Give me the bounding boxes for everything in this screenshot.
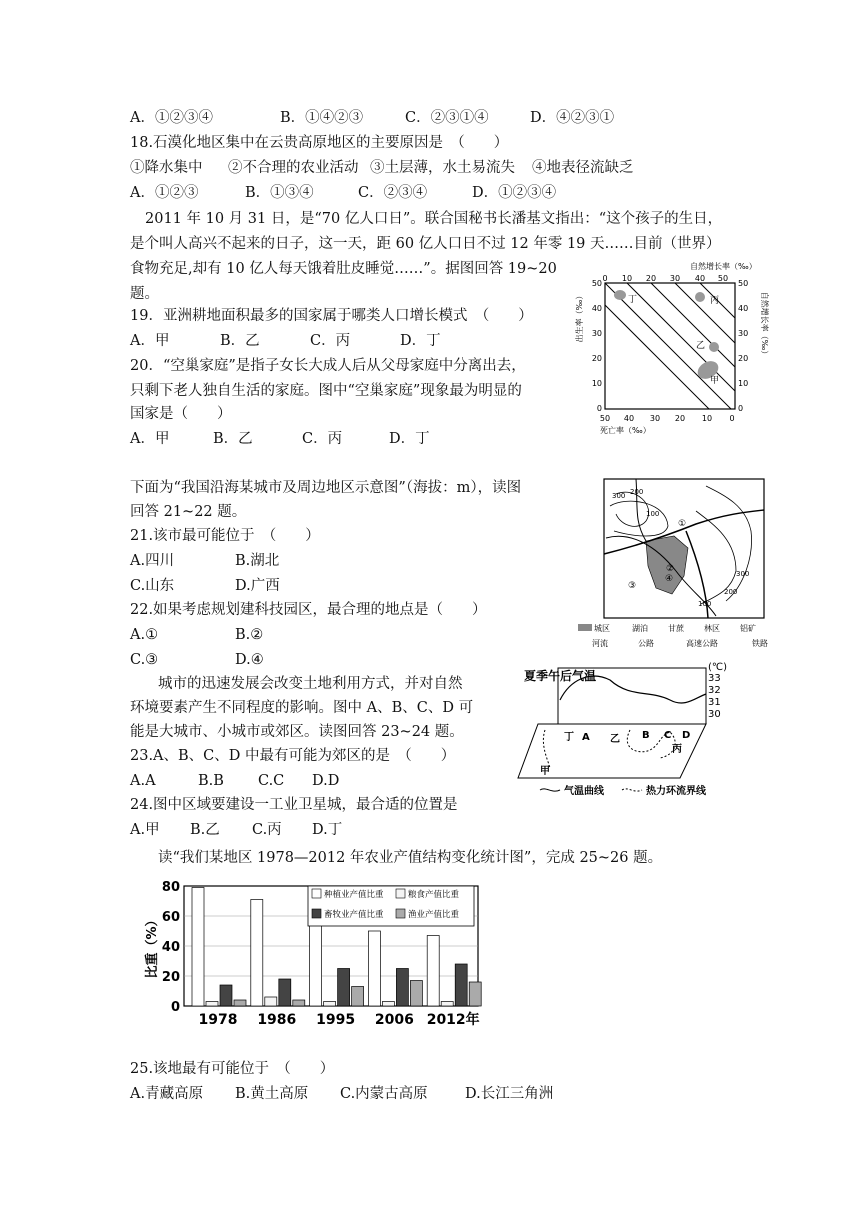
summer-temperature-chart	[510, 660, 740, 800]
q20-line1: 20．“空巢家庭”是指子女长大成人后从父母家庭中分离出去，	[130, 358, 526, 374]
q17-option-b: B．①④②③	[280, 110, 364, 126]
legend-label-2: 粮食产值比重	[408, 890, 460, 900]
svg-text:公路: 公路	[638, 639, 654, 648]
q20-line2: 只剩下老人独自生活的家庭。图中“空巢家庭”现象最为明显的	[130, 383, 522, 399]
bar-1-3	[310, 919, 322, 1006]
pop-top-label: 自然增长率（‰）	[690, 262, 757, 271]
svg-text:100: 100	[646, 510, 660, 518]
q22-option-d: D.④	[235, 652, 264, 668]
intro23-line1: 城市的迅速发展会改变土地利用方式，并对自然	[158, 676, 463, 692]
pop-left-label: 出生率（‰）	[575, 291, 584, 343]
q23-option-c: C.C	[258, 773, 285, 789]
chart-y-tick: 80	[161, 880, 180, 895]
legend-swatch-4	[396, 909, 405, 918]
svg-text:气温曲线: 气温曲线	[564, 786, 604, 797]
q22-option-b: B.②	[235, 627, 264, 643]
svg-text:300: 300	[736, 570, 750, 578]
svg-text:丁: 丁	[564, 732, 574, 743]
temp-points	[540, 730, 690, 777]
q19-option-b: B．乙	[220, 333, 260, 349]
chart-x-tick: 2012年	[426, 1012, 480, 1028]
svg-text:10: 10	[591, 379, 602, 388]
q21-option-b: B.湖北	[235, 553, 280, 569]
intro25-line1: 读“我们某地区 1978—2012 年农业产值结构变化统计图”，完成 25~26 题。	[158, 850, 663, 866]
svg-text:D: D	[682, 730, 691, 741]
svg-text:200: 200	[724, 588, 738, 596]
chart-x-tick: 1986	[257, 1012, 297, 1028]
legend-label-3: 畜牧业产值比重	[324, 910, 384, 920]
q20-line3: 国家是（ ）	[130, 406, 232, 422]
q18-reason-4: ④地表径流缺乏	[532, 160, 634, 176]
svg-text:河流: 河流	[592, 639, 608, 648]
intro23-line2: 环境要素产生不同程度的影响。图中 A、B、C、D 可	[130, 700, 474, 716]
q17-option-a: A．①②③④	[130, 110, 213, 126]
q24-stem: 24.图中区域要建设一工业卫星城，最合适的位置是	[130, 797, 458, 813]
svg-text:40: 40	[738, 304, 749, 313]
svg-text:50: 50	[717, 274, 729, 283]
svg-text:甲: 甲	[540, 766, 550, 777]
svg-text:50: 50	[738, 279, 749, 288]
bar-2-1	[206, 1002, 218, 1007]
bar-4-2	[293, 1000, 305, 1006]
pop-right-label: 自然增长率（‰）	[760, 291, 769, 359]
q23-option-a: A.A	[130, 773, 156, 789]
svg-text:200: 200	[630, 488, 644, 496]
q25-option-c: C.内蒙古高原	[340, 1086, 428, 1102]
q19-option-a: A．甲	[130, 333, 170, 349]
q18-option-a: A．①②③	[130, 185, 199, 201]
svg-text:300: 300	[612, 492, 626, 500]
q21-option-d: D.广西	[235, 578, 280, 594]
bar-4-4	[410, 981, 422, 1007]
svg-text:0: 0	[729, 414, 735, 423]
legend-swatch-1	[312, 889, 321, 898]
q19-option-c: C．丙	[310, 333, 351, 349]
svg-text:0: 0	[596, 404, 602, 413]
legend-label-4: 渔业产值比重	[408, 910, 460, 920]
bar-1-4	[368, 931, 380, 1006]
svg-text:50: 50	[591, 279, 602, 288]
q18-reason-1: ①降水集中	[130, 160, 203, 176]
svg-text:40: 40	[694, 274, 706, 283]
chart-y-tick: 40	[161, 940, 180, 955]
q24-option-a: A.甲	[130, 822, 160, 838]
pop-label-jia: 甲	[710, 376, 720, 386]
pop-bottom-ticks	[600, 414, 735, 423]
bar-3-1	[220, 985, 232, 1006]
svg-text:③: ③	[628, 581, 637, 591]
intro19-line3: 食物充足,却有 10 亿人每天饿着肚皮睡觉……”。据图回答 19~20	[130, 261, 557, 277]
agricultural-output-chart	[140, 876, 490, 1036]
svg-text:②: ②	[666, 564, 675, 574]
intro19-line4: 题。	[130, 286, 159, 302]
pop-blob-bing	[695, 292, 705, 302]
chart-x-tick: 1978	[198, 1012, 238, 1028]
svg-text:湖泊: 湖泊	[632, 624, 648, 633]
svg-text:0: 0	[602, 274, 608, 283]
population-growth-chart	[570, 255, 770, 445]
q18-stem: 18.石漠化地区集中在云贵高原地区的主要原因是 （ ）	[130, 135, 509, 151]
bar-2-5	[441, 1002, 453, 1007]
map-legend	[578, 623, 768, 648]
svg-text:30: 30	[669, 274, 681, 283]
q20-option-d: D．丁	[389, 431, 430, 447]
chart-x-tick: 1995	[316, 1012, 356, 1028]
intro19-line2: 是个叫人高兴不起来的日子，这一天，距 60 亿人口日不过 12 年零 19 天……目前（世界）	[130, 236, 721, 252]
q25-stem: 25.该地最有可能位于 （ ）	[130, 1061, 335, 1077]
temp-ylabel	[524, 668, 596, 683]
svg-text:0: 0	[738, 404, 744, 413]
legend-label-1: 种植业产值比重	[324, 890, 384, 900]
pop-right-ticks	[738, 279, 748, 413]
q23-stem: 23.A、B、C、D 中最有可能为郊区的是 （ ）	[130, 748, 456, 764]
svg-text:甘蔗: 甘蔗	[668, 624, 684, 633]
svg-text:50: 50	[599, 414, 611, 423]
pop-blob-yi	[709, 342, 719, 352]
svg-text:热力环流界线: 热力环流界线	[646, 786, 706, 797]
svg-text:铝矿: 铝矿	[740, 624, 756, 633]
q21-option-a: A.四川	[130, 553, 175, 569]
chart-y-tick: 0	[170, 1000, 180, 1015]
q17-option-c: C．②③①④	[405, 110, 489, 126]
svg-text:10: 10	[738, 379, 749, 388]
svg-text:30: 30	[649, 414, 661, 423]
bar-3-4	[396, 969, 408, 1007]
svg-text:20: 20	[645, 274, 657, 283]
svg-text:铁路: 铁路	[752, 639, 768, 648]
intro21-line1: 下面为“我国沿海某城市及周边地区示意图”（海拔：m），读图	[130, 480, 522, 496]
svg-text:20: 20	[591, 354, 602, 363]
svg-text:A: A	[582, 732, 590, 743]
pop-blob-ding	[614, 290, 626, 300]
svg-text:高速公路: 高速公路	[686, 639, 718, 648]
chart-x-tick: 2006	[374, 1012, 414, 1028]
q18-option-b: B．①③④	[245, 185, 314, 201]
legend-swatch-3	[312, 909, 321, 918]
intro21-line2: 回答 21~22 题。	[130, 504, 247, 520]
q25-option-b: B.黄土高原	[235, 1086, 309, 1102]
pop-label-yi: 乙	[696, 341, 706, 351]
bar-1-5	[427, 936, 439, 1007]
q24-option-d: D.丁	[312, 822, 343, 838]
chart-y-tick: 20	[161, 970, 180, 985]
temp-unit: (℃)	[708, 662, 728, 673]
svg-text:100: 100	[698, 600, 712, 608]
q25-option-a: A.青藏高原	[130, 1086, 204, 1102]
q23-option-d: D.D	[312, 773, 340, 789]
svg-text:④: ④	[665, 574, 674, 584]
svg-text:20: 20	[738, 354, 749, 363]
chart-y-label: 比重（%）	[145, 913, 160, 979]
legend-swatch-2	[396, 889, 405, 898]
bar-3-5	[455, 964, 467, 1006]
q20-option-a: A．甲	[130, 431, 170, 447]
chart-y-tick: 60	[161, 910, 180, 925]
q18-reason-3: ③土层薄，水土易流失	[370, 160, 515, 176]
pop-top-ticks	[602, 274, 728, 283]
q23-option-b: B.B	[198, 773, 224, 789]
svg-text:夏季午后气温: 夏季午后气温	[524, 669, 597, 683]
svg-text:30: 30	[708, 709, 721, 720]
svg-text:C: C	[664, 730, 672, 741]
pop-bottom-label: 死亡率（‰）	[600, 426, 651, 435]
q20-option-c: C．丙	[302, 431, 343, 447]
temp-ticks	[708, 673, 721, 720]
svg-text:33: 33	[708, 673, 721, 684]
q18-option-d: D．①②③④	[472, 185, 557, 201]
bar-2-4	[382, 1002, 394, 1007]
bar-1-1	[192, 888, 204, 1007]
temp-legend	[540, 784, 707, 797]
intro23-line3: 能是大城市、小城市或郊区。读图回答 23~24 题。	[130, 724, 464, 740]
bar-2-3	[324, 1002, 336, 1007]
svg-text:B: B	[642, 730, 650, 741]
pop-label-bing: 丙	[710, 296, 720, 306]
coastal-city-map	[576, 476, 786, 658]
svg-text:20: 20	[674, 414, 686, 423]
bar-3-3	[338, 969, 350, 1007]
svg-text:林区: 林区	[704, 624, 720, 633]
q22-option-c: C.③	[130, 652, 159, 668]
bar-2-2	[265, 997, 277, 1006]
q18-reason-2: ②不合理的农业活动	[228, 160, 359, 176]
bar-4-5	[469, 982, 481, 1006]
bar-4-1	[234, 1000, 246, 1006]
bar-1-2	[251, 900, 263, 1007]
svg-text:31: 31	[708, 697, 721, 708]
svg-text:30: 30	[591, 329, 602, 338]
svg-text:32: 32	[708, 685, 721, 696]
svg-text:10: 10	[621, 274, 633, 283]
q21-stem: 21.该市最可能位于 （ ）	[130, 528, 320, 544]
q20-option-b: B．乙	[213, 431, 253, 447]
q22-stem: 22.如果考虑规划建科技园区，最合理的地点是（ ）	[130, 602, 487, 618]
svg-text:40: 40	[591, 304, 602, 313]
q17-option-d: D．④②③①	[530, 110, 615, 126]
svg-text:城区: 城区	[594, 624, 610, 633]
q19-option-d: D．丁	[400, 333, 441, 349]
intro19-line1: 2011 年 10 月 31 日，是“70 亿人口日”。联合国秘书长潘基文指出：“这个孩子的生日，	[145, 211, 723, 227]
q22-option-a: A.①	[130, 627, 159, 643]
q24-option-b: B.乙	[190, 822, 220, 838]
q18-option-c: C．②③④	[358, 185, 428, 201]
svg-text:乙: 乙	[610, 734, 620, 745]
svg-text:30: 30	[738, 329, 749, 338]
q21-option-c: C.山东	[130, 578, 175, 594]
bar-3-2	[279, 979, 291, 1006]
q25-option-d: D.长江三角洲	[465, 1086, 554, 1102]
svg-text:10: 10	[701, 414, 713, 423]
svg-text:丙: 丙	[672, 744, 682, 755]
pop-left-ticks	[592, 279, 602, 413]
q19-stem: 19．亚洲耕地面积最多的国家属于哪类人口增长模式 （ ）	[130, 308, 533, 324]
q24-option-c: C.丙	[252, 822, 282, 838]
bar-4-3	[352, 987, 364, 1007]
svg-text:40: 40	[623, 414, 635, 423]
svg-text:①: ①	[678, 519, 687, 529]
pop-label-ding: 丁	[628, 295, 638, 305]
